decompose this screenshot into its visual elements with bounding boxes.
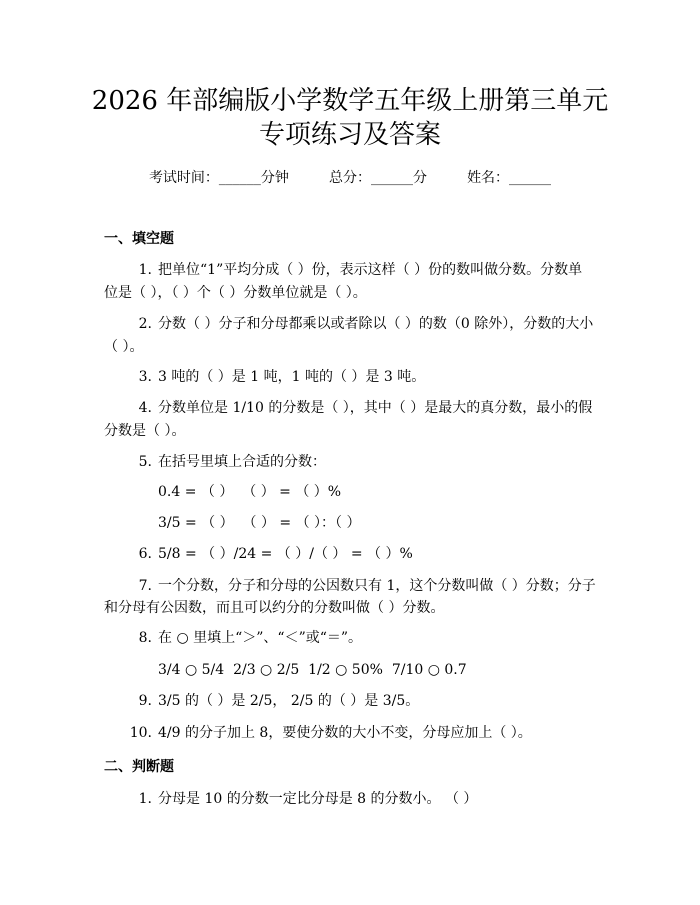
question-fill-8: 8. 在 ○ 里填上“＞”、“＜”或“＝”。 xyxy=(138,630,363,646)
question-fill-7-cont: 和分母有公因数，而且可以约分的分数叫做（ ）分数。 xyxy=(104,600,445,616)
student-name: 姓名：______ xyxy=(467,170,552,186)
question-fill-8-line1: 3/4 ○ 5/4 2/3 ○ 2/5 1/2 ○ 50% 7/10 ○ 0.7 xyxy=(158,662,467,678)
question-fill-10: 10. 4/9 的分子加上 8，要使分数的大小不变，分母应加上（ ）。 xyxy=(129,725,532,741)
question-fill-7: 7. 一个分数，分子和分母的公因数只有 1，这个分数叫做（ ）分数；分子 xyxy=(138,578,596,594)
question-fill-1: 1. 把单位“1”平均分成（ ）份，表示这样（ ）份的数叫做分数。分数单 xyxy=(138,262,583,278)
question-fill-6: 6. 5/8 = （ ）/24 = （ ）/（ ） = （ ）% xyxy=(138,546,413,562)
question-fill-1-cont: 位是（ ），（ ）个（ ）分数单位就是（ ）。 xyxy=(104,285,367,301)
question-judge-1: 1. 分母是 10 的分数一定比分母是 8 的分数小。 （ ） xyxy=(138,791,478,807)
exam-meta xyxy=(0,168,700,188)
exam-score: 总分：______分 xyxy=(329,170,427,186)
question-fill-5-line1: 0.4 = （ ） （ ） = （ ）% xyxy=(158,484,342,500)
question-fill-3: 3. 3 吨的（ ）是 1 吨，1 吨的（ ）是 3 吨。 xyxy=(138,369,426,385)
question-fill-5: 5. 在括号里填上合适的分数： xyxy=(138,454,326,470)
question-fill-2-cont: （ ）。 xyxy=(104,339,144,355)
document-title-line1: 2026 年部编版小学数学五年级上册第三单元 xyxy=(91,86,609,116)
section-true-false: 二、判断题 xyxy=(104,759,174,775)
question-fill-4-cont: 分数是（ ）。 xyxy=(104,423,186,439)
document-title-line2: 专项练习及答案 xyxy=(258,120,441,150)
question-fill-2: 2. 分数（ ）分子和分母都乘以或者除以（ ）的数（0 除外），分数的大小 xyxy=(138,316,594,332)
question-fill-5-line2: 3/5 = （ ） （ ） = （ ）：（ ） xyxy=(158,515,361,531)
exam-time: 考试时间：______分钟 xyxy=(148,170,289,186)
question-fill-4: 4. 分数单位是 1/10 的分数是（ ），其中（ ）是最大的真分数，最小的假 xyxy=(138,400,593,416)
question-fill-9: 9. 3/5 的（ ）是 2/5， 2/5 的（ ）是 3/5。 xyxy=(138,693,420,709)
section-fill-in: 一、填空题 xyxy=(104,231,174,247)
